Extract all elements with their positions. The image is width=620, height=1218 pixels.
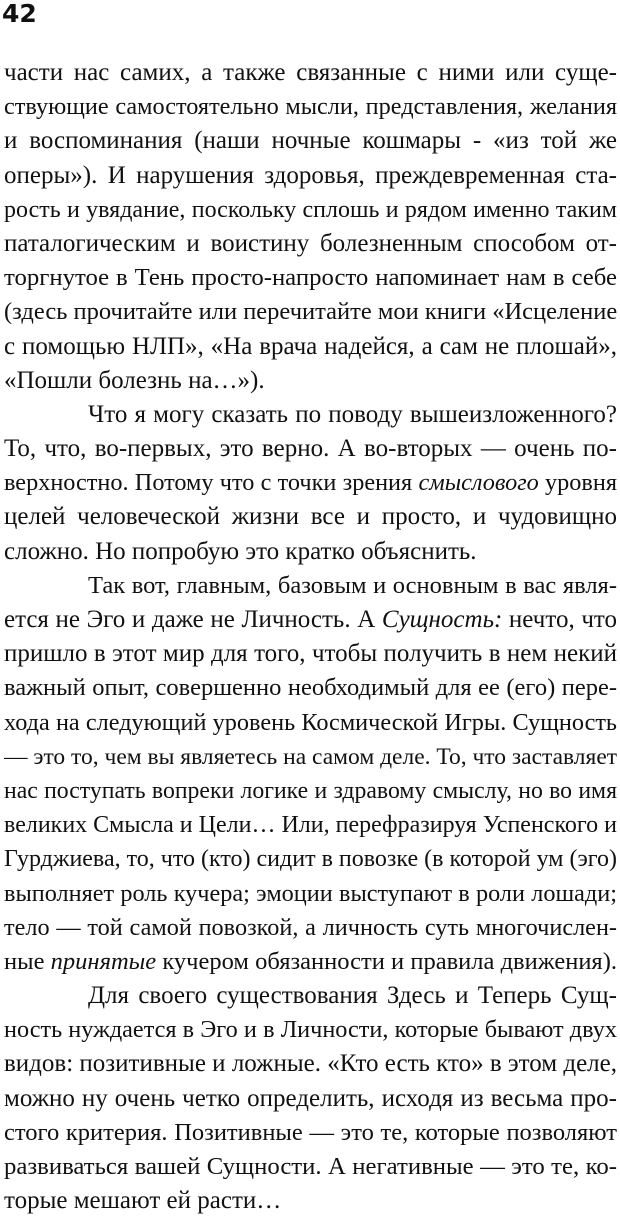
text-segment: рость и увядание, поскольку сплошь и рядом именно таким: [4, 196, 617, 223]
text-segment: хода на следующий уровень Космической Игры. Сущность: [4, 708, 617, 736]
text-line: [4, 1013, 617, 1047]
text-segment: ность нуждается в Эго и в Личности, которые бывают двух: [4, 1016, 617, 1044]
text-line: [4, 842, 617, 876]
text-line: [4, 706, 617, 740]
text-segment: и воспоминания (наши ночные кошмары - «из той же: [4, 127, 617, 155]
text-line: [4, 535, 617, 569]
text-line: [4, 1047, 617, 1081]
text-line: [4, 979, 617, 1013]
text-segment: Так вот, главным, базовым и основным в вас явля-: [88, 571, 617, 599]
text-segment: оперы»). И нарушения здоровья, преждевременная ста-: [4, 161, 617, 189]
text-line: [4, 774, 617, 808]
text-line: [4, 569, 617, 603]
italic-text: смыслового: [418, 469, 539, 497]
text-line: [4, 1184, 617, 1218]
text-line: [4, 261, 617, 295]
body-text: [4, 56, 617, 1218]
text-segment: — это то, чем вы являетесь на самом деле. То, что заставляет: [4, 743, 617, 770]
text-line: [4, 1116, 617, 1150]
text-segment: можно ну очень четко определить, исходя из весьма про-: [4, 1084, 617, 1112]
text-segment: (здесь прочитайте или перечитайте мои книги «Исцеление: [4, 298, 617, 326]
text-line: [4, 159, 617, 193]
text-line: [4, 500, 617, 534]
text-line: [4, 56, 617, 90]
text-segment: выполняет роль кучера; эмоции выступают в роли лошади;: [4, 879, 617, 907]
text-line: [4, 330, 617, 364]
text-segment: Что я могу сказать по поводу вышеизложенного?: [88, 400, 617, 428]
text-segment: ные: [4, 947, 51, 975]
text-line: [4, 1082, 617, 1116]
text-line: [4, 124, 617, 158]
italic-text: Сущность:: [381, 606, 503, 633]
text-line: [4, 671, 617, 705]
text-line: [4, 193, 617, 227]
text-line: [4, 295, 617, 329]
text-line: [4, 364, 617, 398]
text-line: [4, 227, 617, 261]
text-segment: паталогическим и воистину болезненным способом от-: [4, 229, 617, 257]
text-segment: стого критерия. Позитивные — это те, которые позволяют: [4, 1118, 617, 1146]
text-segment: развиваться вашей Сущности. А негативные — это те, ко-: [4, 1153, 617, 1180]
text-segment: ется не Эго и даже не Личность. А: [4, 606, 382, 633]
text-segment: Для своего существования Здесь и Теперь Сущ-: [88, 982, 617, 1010]
text-line: [4, 90, 617, 124]
text-segment: с помощью НЛП», «На врача надейся, а сам не плошай»,: [4, 332, 617, 360]
text-segment: великих Смысла и Цели… Или, перефразируя Успенского и: [4, 812, 617, 839]
text-line: [4, 945, 617, 979]
text-segment: тело — той самой повозкой, а личность суть многочислен-: [4, 913, 617, 941]
text-line: [4, 637, 617, 671]
text-line: [4, 432, 617, 466]
text-segment: нечто, что: [502, 606, 617, 633]
text-segment: целей человеческой жизни все и просто, и чудовищно: [4, 503, 617, 531]
text-segment: кучером обязанности и правила движения).: [156, 947, 617, 975]
text-segment: торые мешают ей расти…: [4, 1187, 282, 1215]
text-segment: уровня: [538, 469, 617, 497]
text-line: [4, 1150, 617, 1184]
text-segment: ствующие самостоятельно мысли, представления, желания: [4, 93, 617, 121]
text-segment: То, что, во-первых, это верно. А во-вторых — очень по-: [4, 435, 617, 463]
text-line: [4, 398, 617, 432]
text-line: [4, 911, 617, 945]
text-segment: верхностно. Потому что с точки зрения: [4, 469, 419, 497]
text-line: [4, 808, 617, 842]
page-number: 42: [2, 0, 37, 28]
text-segment: пришло в этот мир для того, чтобы получить в нем некий: [4, 640, 617, 668]
italic-text: принятые: [50, 947, 157, 975]
text-segment: видов: позитивные и ложные. «Кто есть кто» в этом деле,: [4, 1050, 617, 1078]
text-line: [4, 740, 617, 774]
text-line: [4, 466, 617, 500]
text-line: [4, 603, 617, 637]
text-segment: Гурджиева, то, что (кто) сидит в повозке (в которой ум (эго): [4, 846, 617, 873]
text-segment: нас поступать вопреки логике и здравому смыслу, но во имя: [4, 777, 617, 804]
text-segment: «Пошли болезнь на…»).: [4, 366, 265, 394]
text-segment: торгнутое в Тень просто-напросто напоминает нам в себе: [4, 264, 617, 292]
text-segment: части нас самих, а также связанные с ними или суще-: [4, 59, 617, 86]
text-segment: важный опыт, совершенно необходимый для ее (его) пере-: [4, 674, 617, 702]
text-segment: сложно. Но попробую это кратко объяснить.: [4, 537, 477, 565]
text-line: [4, 877, 617, 911]
